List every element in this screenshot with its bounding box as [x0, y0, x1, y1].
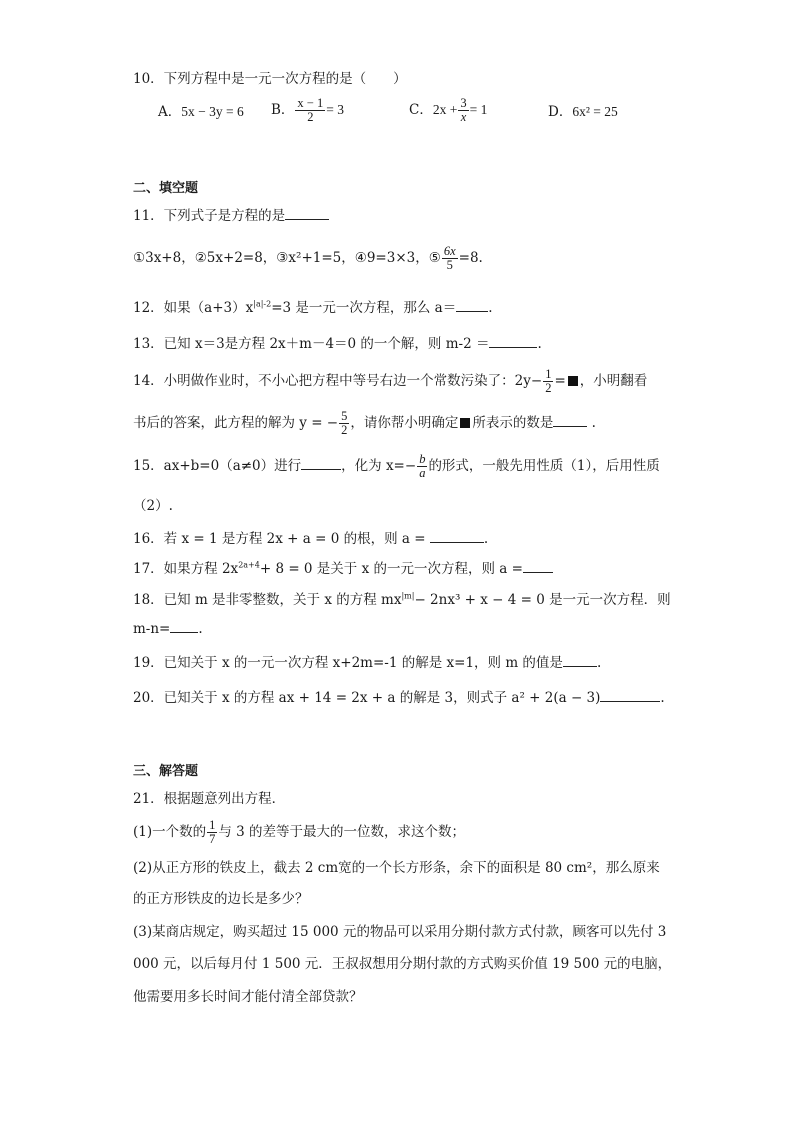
q14-line2-post: ，请你帮小明确定 — [350, 415, 459, 431]
ink-blot-square-icon — [568, 376, 578, 386]
q10-option-b-rest: = 3 — [326, 102, 344, 117]
q10-stem: 10．下列方程中是一元一次方程的是（ ） — [133, 71, 407, 87]
q19-pre: 19．已知关于 x 的一元一次方程 x+2m=-1 的解是 x=1，则 m 的值是 — [133, 655, 563, 671]
q11-items-text: ①3x+8，②5x+2=8，③x²+1=5，④9=3×3，⑤ — [133, 250, 441, 266]
q10-option-d — [548, 97, 618, 127]
q13 — [133, 332, 542, 352]
q16-pre: 16．若 x = 1 是方程 2x + a = 0 的根，则 a = — [133, 531, 430, 547]
answer-blank — [600, 689, 660, 702]
q20-pre: 20．已知关于 x 的方程 ax + 14 = 2x + a 的解是 3，则式子 a² + 2(a − 3) — [133, 690, 601, 706]
q15-line1-mid: ，化为 x=− — [341, 458, 417, 474]
q12-pre: 12．如果（a+3）x — [133, 300, 254, 316]
q21-part1-pre: (1)一个数的 — [133, 824, 207, 840]
q14-line1-pre: 14．小明做作业时，不小心把方程中等号右边一个常数污染了：2y− — [133, 373, 543, 389]
q14-line1-post: = — [554, 373, 566, 389]
q21-part2-line1: (2)从正方形的铁皮上，截去 2 cm宽的一个长方形条，余下的面积是 80 cm²，那么原来 — [133, 860, 660, 876]
q20 — [133, 686, 665, 706]
q13-end: . — [537, 336, 542, 352]
q10-option-c-label: C． — [409, 102, 433, 118]
answer-blank — [170, 620, 198, 633]
fraction-denominator: 2 — [341, 423, 348, 437]
fraction-numerator: 3 — [460, 95, 467, 110]
q17-pre: 17．如果方程 2x — [133, 561, 239, 577]
q12-exponent: |a|-2 — [253, 299, 272, 309]
q14-line1-tail: ，小明翻看 — [579, 373, 648, 389]
answer-blank — [285, 207, 329, 220]
q10-options — [158, 97, 244, 127]
q11-stem-text: 11．下列式子是方程的是 — [133, 208, 286, 224]
answer-blank — [523, 560, 553, 573]
q21-part2-line2: 的正方形铁皮的边长是多少？ — [133, 891, 309, 907]
q14-line2-pre: 书后的答案，此方程的解为 y = − — [133, 415, 339, 431]
q14-line2-end: . — [591, 415, 596, 431]
q18-line2-pre: m-n= — [133, 621, 171, 637]
q10-option-c-fraction — [458, 97, 468, 124]
q20-end: . — [660, 690, 665, 706]
q11-item5-rest: =8. — [458, 250, 483, 266]
q10-option-d-label: D． — [548, 104, 573, 120]
fraction-denominator: 5 — [446, 258, 453, 272]
ink-blot-square-icon — [460, 418, 470, 428]
q14-line1 — [133, 362, 647, 400]
q13-pre: 13．已知 x＝3是方程 2x＋m－4＝0 的一个解，则 m-2 ＝ — [133, 336, 490, 352]
q14-line2-fraction — [339, 410, 349, 437]
q16-end: . — [483, 531, 489, 547]
q21-part3-line3: 他需要用多长时间才能付清全部贷款？ — [133, 989, 363, 1005]
q18-line1-pre: 18．已知 m 是非零整数，关于 x 的方程 mx — [133, 592, 402, 608]
fraction-denominator: 7 — [209, 832, 216, 846]
q21-part1-post: 与 3 的差等于最大的一位数，求这个数； — [218, 824, 466, 840]
q15-line1-pre: 15．ax+b=0（a≠0）进行 — [133, 458, 302, 474]
q21-part3-line1: (3)某商店规定，购买超过 15 000 元的物品可以采用分期付款方式付款，顾客可以先付 3 — [133, 924, 667, 940]
q10-option-a-label: A． — [158, 104, 182, 120]
fraction-numerator: b — [419, 451, 426, 466]
q21-part1 — [133, 812, 465, 852]
fraction-numerator: x − 1 — [297, 95, 324, 110]
q10-option-c — [409, 95, 487, 125]
q10-option-a-expr: 5x − 3y = 6 — [181, 104, 244, 119]
q21-part1-fraction — [207, 819, 217, 846]
q15-line1-post: 的形式，一般先用性质（1），后用性质 — [428, 458, 660, 474]
fraction-numerator: 5 — [341, 408, 348, 423]
q17-exponent: 2a+4 — [238, 560, 260, 570]
fraction-denominator: a — [419, 466, 426, 480]
q15-line2: （2）. — [133, 498, 173, 514]
q10-option-b-fraction — [295, 97, 325, 124]
q14-line2-tail: 所表示的数是 — [472, 415, 554, 431]
q14-line1-fraction — [543, 368, 553, 395]
fraction-denominator: x — [460, 110, 467, 124]
q11-stem — [133, 204, 329, 224]
answer-blank — [301, 457, 341, 470]
q18-line1 — [133, 588, 671, 608]
q17 — [133, 557, 553, 577]
q10-option-b — [271, 95, 344, 125]
answer-blank — [563, 654, 597, 667]
q12-mid: =3 是一元一次方程，那么 a＝ — [271, 300, 457, 316]
fraction-numerator: 1 — [545, 366, 552, 381]
section-2-title: 二、填空题 — [133, 181, 199, 196]
answer-blank — [430, 530, 484, 543]
q12 — [133, 296, 493, 316]
q21-stem: 21．根据题意列出方程． — [133, 791, 286, 807]
q19-end: . — [596, 655, 602, 671]
answer-blank — [456, 299, 488, 312]
q18-exponent: |m| — [401, 591, 415, 601]
q15-fraction — [417, 453, 427, 480]
q11-items — [133, 238, 483, 278]
q15-line1 — [133, 446, 660, 486]
answer-blank — [489, 335, 537, 348]
section-3-title: 三、解答题 — [133, 764, 199, 779]
q17-mid: + 8 = 0 是关于 x 的一元一次方程，则 a = — [259, 561, 523, 577]
q10-option-c-rest: = 1 — [469, 102, 488, 117]
q18-line2 — [133, 620, 203, 637]
fraction-denominator: 2 — [545, 381, 552, 395]
q11-item5-fraction — [442, 245, 458, 272]
q19 — [133, 651, 601, 671]
answer-blank — [553, 414, 587, 427]
fraction-numerator: 6x — [443, 243, 456, 258]
q14-line2 — [133, 404, 596, 442]
q18-line2-end: . — [198, 621, 203, 637]
q21-part3-line2: 000 元，以后每月付 1 500 元．王叔叔想用分期付款的方式购买价值 19 500 元的电脑， — [133, 956, 672, 972]
q10-option-c-pre: 2x + — [432, 102, 458, 117]
fraction-numerator: 1 — [209, 817, 216, 832]
q18-line1-post: − 2nx³ + x − 4 = 0 是一元一次方程．则 — [414, 592, 671, 608]
fraction-denominator: 2 — [307, 110, 314, 124]
q16 — [133, 527, 488, 547]
q10-option-b-label: B． — [271, 102, 295, 118]
q10-option-d-expr: 6x² = 25 — [572, 104, 618, 119]
q12-end: . — [488, 300, 493, 316]
